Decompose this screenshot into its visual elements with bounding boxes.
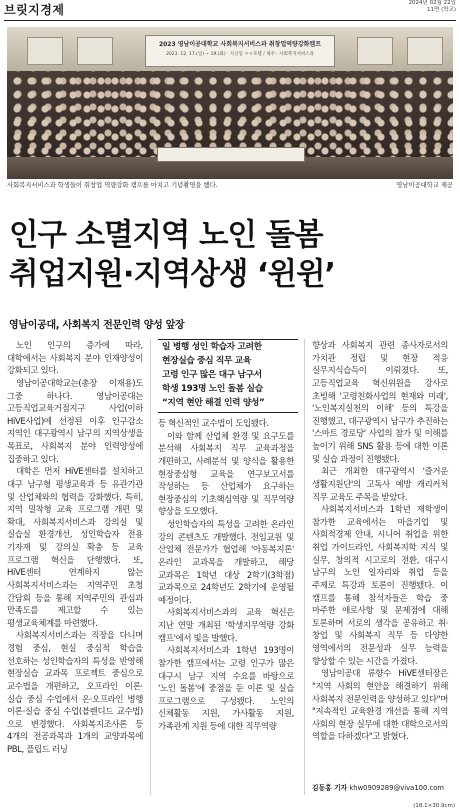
paragraph: 향상과 사회복지 관련 종사자로서의 가치관 정립 및 현장 적응 실무지식습득이 이뤄졌다. 또, 고등직업교육 혁신위원을 강사로 초빙해 '고령친화사업의 현재와 미래', '노인복지실천의 이해' 등의 특강을 진행했고, 대구광역시 남구가 추진하는 '스마트 경로당' 사업의 참가 및 이해를 높이기 위해 SNS 활용 등에 대한 이론 및 실습 과정이 진행됐다. [312, 340, 448, 464]
banner-subtitle: 2023. 12. 17.(일) ~ 19.(화) · 지산동 ㅇㅇ호텔 / 제주 · 사회복지서비스과 [166, 52, 314, 57]
photo-window [357, 37, 393, 65]
paragraph: 이와 함께 산업체 환경 및 요구도를 분석해 사회복지 직무 교육과정을 개편하고, 사례분석 및 양식을 활용한 현장중심형 교육을 연구보고서를 작성하는 등 산업체가 요구하는 현장중심의 기초핵심역량 및 직무역량 향상을 도모했다. [158, 430, 294, 517]
reporter-email: khw0909289@viva100.com [349, 784, 444, 792]
pull-quote-line: 일 병행 성인 학습자 고려한 [162, 342, 262, 352]
photo-credit: 영남이공대학교 제공 [396, 182, 453, 189]
byline [312, 782, 454, 792]
reporter-name: 김동홍 기자 [312, 784, 348, 792]
subheadline: 영남이공대, 사회복지 전문인력 양성 앞장 [9, 320, 185, 331]
article-column-1 [7, 339, 143, 756]
paragraph: 등 혁신적인 교수법이 도입됐다. [158, 418, 269, 428]
paragraph: 사회복지서비스과의 교육 혁신은 지난 연말 개최된 '학생지무역량 강화 캠프'에서 빛을 발했다. [158, 607, 294, 643]
pull-quote-box [158, 339, 298, 413]
column-divider [304, 339, 305, 795]
paragraph: 노인 인구의 증가에 따라, 대학에서는 사회복지 분야 인재양성이 강화되고 있다. [7, 340, 143, 376]
photo-banner [145, 35, 335, 67]
paragraph: 성인학습자의 특성을 고려한 온라인 강의 콘텐츠도 개발했다. 전임교원 및 산업체 전문가가 협업해 '아동복지론' 온라인 교과목을 개발하고, 해당 교과목은 1학년 대상 2학기(3학점) 교과목으로 24학년도 2학기에 운영될 예정이다. [158, 519, 294, 605]
pull-quote-line: “지역 현안 해결 인력 양성” [162, 398, 265, 408]
page-section: 11면 (학교) [427, 7, 456, 13]
photo-window [77, 37, 113, 65]
paragraph: 사회복지서비스과는 직장을 다니며 경험 중심, 현실 중심적 학습을 선호하는 성인학습자의 특성을 반영해 현장실습 교과목 프로젝트 중심으로 교수법을 개편하고, 오프라인 이론·실습 중심 수업에서 온·오프라인 병행 이론·실습 중심 수업(블렌디드 교수법)으로 변경했다. 사회복지조사론 등 4개의 전공과목과 1개의 교양과목에 PBL, 플립드 러닝 [7, 630, 143, 754]
paragraph: 영남이공대 류향수 HiVE센터장은 "지역 사회의 현안을 해결하기 위해 사회복지 전문인력을 양성하고 있다"며 "지속적인 교육환경 개선을 통해 지역 사회의 현장 실무에 대한 대학으로서의 역할을 다하겠다"고 밝혔다. [312, 668, 448, 742]
group-photo [7, 27, 453, 179]
article-column-3 [312, 339, 448, 743]
masthead-rule [4, 20, 456, 21]
photo-caption: 사회복지서비스과 학생들이 취창업 역량강화 캠프를 마치고 기념촬영을 했다. [7, 182, 218, 189]
paragraph: 사회복지서비스과 1학년 193명이 참가한 캠프에서는 고령 인구가 많은 대구시 남구 지역 수요를 바탕으로 '노인 돌봄'에 중점을 둔 이론 및 실습 프로그램으로 구성됐다. 노인의 신체활동 지원, 가사활동 지원, 가족관계 지원 등에 대한 직무역량 [158, 645, 294, 731]
photo-window [407, 37, 443, 65]
dateline [409, 0, 456, 14]
photo-front-banner [157, 147, 305, 162]
pull-quote-line: 현장실습 중심 직무 교육 [162, 356, 251, 366]
paragraph: 최근 개최한 대구광역시 '즐거운 생활지원단'의 고독사 예방 캐리커처 직무 교육도 주목을 받았다. [312, 466, 448, 502]
paragraph: 사회복지서비스과 1학년 재학생이 참가한 교육에서는 마을기업 및 사회적경제 안내, 시니어 취업을 위한 취업 가이드라인, 사회복지학 지식 및 실무, 창의적 시고로의 전환, 대구시 남구의 노인 일자리와 취업 등을 주제로 특강과 토론이 진행됐다. 이 캠프를 통해 참석자들은 학습 중 마주한 애로사항 및 문제점에 대해 토론하며 서로의 생각을 공유하고 취·창업 및 사회복지 직무 등 다양한 영역에서의 전문성과 실무 능력을 향상할 수 있는 시간을 가졌다. [312, 504, 448, 666]
newspaper-brand: 브릿지경제 [4, 3, 65, 17]
masthead [4, 0, 456, 20]
photo-caption-row [7, 181, 453, 191]
publish-date: 2024년 02월 22일 [408, 0, 456, 6]
paragraph: 영남이공대학교는(총장 이재용)도 그중 하나다. 영남이공대는 고등직업교육거점지구 사업(이하 HiVE사업)에 선정된 이후 인구감소 지역인 대구광역시 남구의 지역상생을 목표로, 사회복지 분야 인력양성에 집중하고 있다. [7, 377, 143, 464]
clipping-size: (18.1×30.9cm) [413, 803, 455, 809]
headline-line-1: 인구 소멸지역 노인 돌봄 [9, 218, 323, 253]
photo-window [27, 37, 63, 65]
column-divider [150, 339, 151, 795]
article-column-2 [158, 417, 294, 733]
pull-quote-line: 고령 인구 많은 대구 남구서 [162, 370, 262, 380]
headline-line-2: 취업지원·지역상생 ‘윈윈’ [9, 257, 336, 292]
paragraph: 대학은 먼저 HiVE센터를 설치하고 대구 남구형 평생교육과 등 유관기관 및 산업체와의 협력을 강화했다. 특히, 지역 밀착형 교육 프로그램 개편 및 확대, 사회복지서비스과 강의실 및 실습실 환경개선, 성인학습자 전용 기자재 및 강의실 확충 등 교육 프로그램 혁신을 단행했다. 또, HiVE센터 연계하지 않는 사회복지서비스과는 지역주민 초청 간담회 등을 통해 지역주민의 관심과 만족도를 제고할 수 있는 평생교육체계를 마련했다. [7, 466, 143, 628]
banner-title: 2023 영남이공대학교 사회복지서비스과 취창업역량강화캠프 [158, 41, 322, 48]
pull-quote-line: 학생 193명 노인 돌봄 실습 [162, 384, 263, 394]
